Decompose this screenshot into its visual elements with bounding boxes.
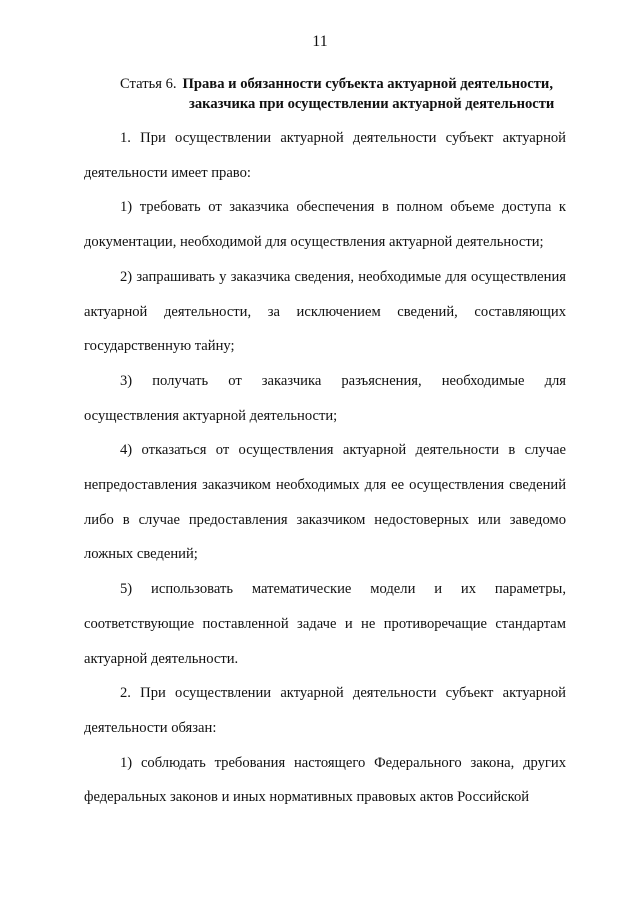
paragraph: 1) соблюдать требования настоящего Федерального закона, других федеральных законов и иных нормативных правовых актов Российской	[84, 754, 566, 806]
paragraph: 1) требовать от заказчика обеспечения в полном объеме доступа к документации, необходимой для осуществления актуарной деятельности;	[84, 199, 566, 251]
article-heading	[120, 74, 570, 114]
paragraph: 3) получать от заказчика разъяснения, необходимые для осуществления актуарной деятельности;	[84, 372, 566, 424]
article-title-line1: Права и обязанности субъекта актуарной деятельности,	[182, 76, 553, 92]
paragraph: 2. При осуществлении актуарной деятельности субъект актуарной деятельности обязан:	[84, 685, 566, 736]
article-prefix: Статья 6.	[120, 76, 177, 92]
paragraph: 4) отказаться от осуществления актуарной деятельности в случае непредоставления заказчиком необходимых для ее осуществления сведений либо в случае предоставления заказчиком недостоверных или заведомо ложных сведений;	[84, 442, 566, 563]
article-body	[84, 121, 566, 815]
paragraph: 2) запрашивать у заказчика сведения, необходимые для осуществления актуарной деятельности, за исключением сведений, составляющих государственную тайну;	[84, 268, 566, 355]
article-title-line2: заказчика при осуществлении актуарной деятельности	[189, 96, 555, 112]
paragraph: 1. При осуществлении актуарной деятельности субъект актуарной деятельности имеет право:	[84, 130, 566, 181]
page-number: 11	[312, 33, 328, 50]
paragraph: 5) использовать математические модели и их параметры, соответствующие поставленной задаче и не противоречащие стандартам актуарной деятельности.	[84, 581, 566, 667]
